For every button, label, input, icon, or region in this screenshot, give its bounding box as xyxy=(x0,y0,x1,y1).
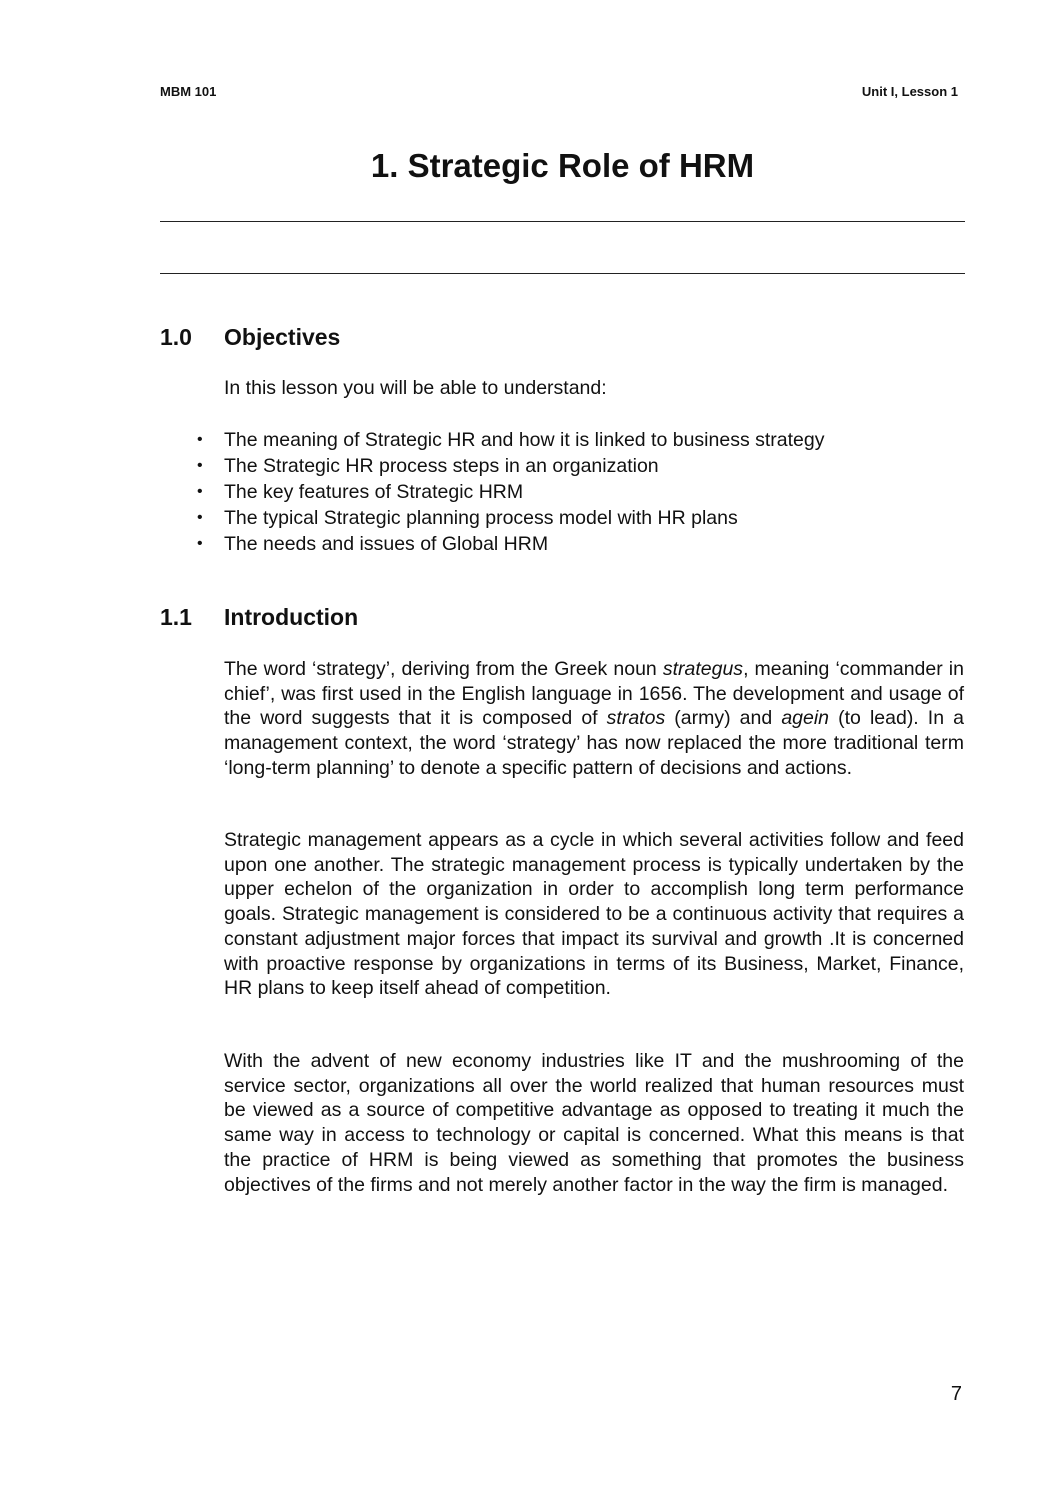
italic-term: strategus xyxy=(662,658,744,680)
title-rule-bottom xyxy=(160,273,965,274)
bullet-icon: • xyxy=(197,535,203,552)
introduction-section-number: 1.1 xyxy=(160,604,192,630)
list-item-text: The Strategic HR process steps in an organization xyxy=(224,455,659,477)
page-number: 7 xyxy=(950,1383,962,1405)
bullet-icon: • xyxy=(197,483,203,500)
text-run: (to lead). In a management context, the word ‘strategy’ has now replaced the more traditional term ‘long-term planning’ to denote a specific pattern of decisions and actions. xyxy=(224,707,964,779)
introduction-heading: Introduction xyxy=(224,604,359,630)
text-run: , meaning ‘commander in chief’, was first used in the English language in 1656. The development and usage of the word suggests that it is composed of xyxy=(224,658,964,730)
header-course-code: MBM 101 xyxy=(160,84,217,99)
objectives-intro: In this lesson you will be able to understand: xyxy=(224,377,607,399)
title-rule-top xyxy=(160,221,965,222)
list-item xyxy=(197,453,824,479)
italic-term: agein xyxy=(781,707,830,730)
objectives-section-number: 1.0 xyxy=(160,324,192,350)
list-item-text: The meaning of Strategic HR and how it is linked to business strategy xyxy=(224,429,825,451)
introduction-paragraph-1 xyxy=(224,657,964,781)
objectives-list xyxy=(197,427,825,557)
introduction-paragraph-3: With the advent of new economy industries like IT and the mushrooming of the service sector, organizations all over the world realized that human resources must be viewed as a source of competitive advantage as opposed to treating it much the same way in access to technology or capital is concerned. What this means is that the practice of HRM is being viewed as something that promotes the business objectives of the firms and not merely another factor in the way the firm is managed. xyxy=(224,1050,964,1196)
list-item-text: The needs and issues of Global HRM xyxy=(224,533,549,555)
bullet-icon: • xyxy=(197,457,203,474)
header-unit-lesson: Unit I, Lesson 1 xyxy=(861,84,958,99)
page-title xyxy=(160,147,965,185)
list-item xyxy=(197,479,824,505)
bullet-icon: • xyxy=(197,509,203,526)
list-item-text: The key features of Strategic HRM xyxy=(224,481,524,503)
text-run: The word ‘strategy’, deriving from the Greek noun xyxy=(224,658,663,680)
list-item xyxy=(197,427,825,453)
bullet-icon: • xyxy=(197,431,203,448)
italic-term: stratos xyxy=(606,707,666,730)
text-run: (army) and xyxy=(665,707,782,730)
list-item xyxy=(197,505,824,531)
list-item xyxy=(197,531,824,557)
introduction-paragraph-2: Strategic management appears as a cycle in which several activities follow and feed upon one another. The strategic management process is typically undertaken by the upper echelon of the organization in order to accomplish long term performance goals. Strategic management is considered to be a continuous activity that requires a constant adjustment major forces that impact its survival and growth .It is concerned with proactive response by organizations in terms of its Business, Market, Finance, HR plans to keep itself ahead of competition. xyxy=(224,829,964,1000)
list-item-text: The typical Strategic planning process model with HR plans xyxy=(224,507,738,529)
page-title-text: 1. Strategic Role of HRM xyxy=(370,147,755,184)
objectives-heading: Objectives xyxy=(224,324,341,350)
